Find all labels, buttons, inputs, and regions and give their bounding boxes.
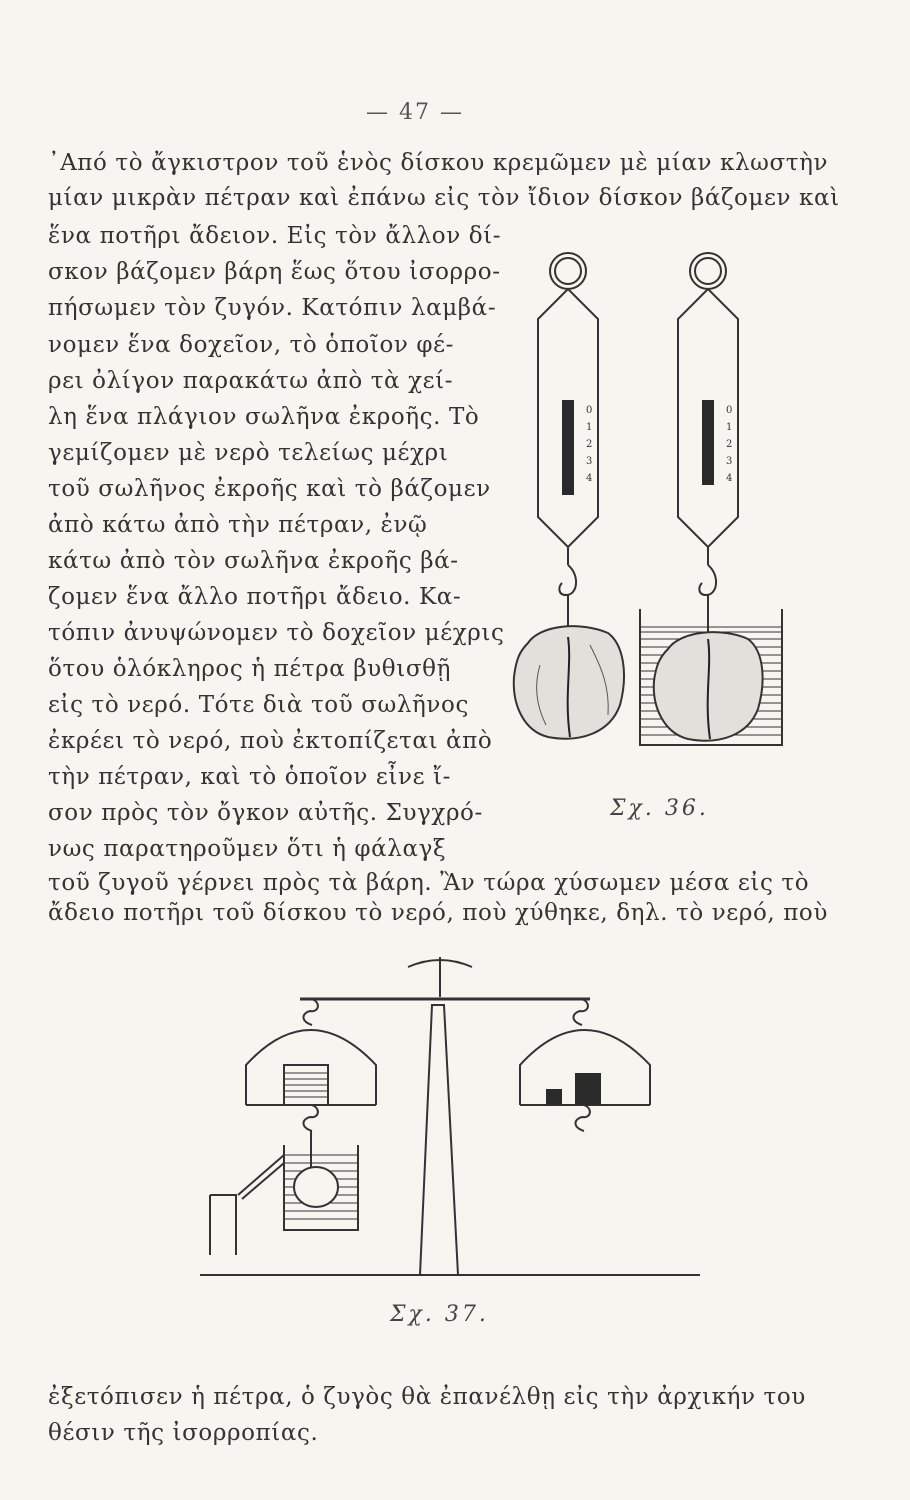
text-line: πήσωμεν τὸν ζυγόν. Κατόπιν λαμβά- — [48, 295, 497, 321]
text-line: ζομεν ἕνα ἄλλο ποτῆρι ἄδειο. Κα- — [48, 584, 462, 610]
scale-tick-label: 4 — [726, 473, 733, 484]
scale-tick-label: 3 — [726, 456, 733, 467]
figure-37-caption: Σχ. 37. — [390, 1302, 489, 1327]
scale-labels-left — [586, 402, 592, 487]
text-line: ἄδειο ποτῆρι τοῦ δίσκου τὸ νερό, ποὺ χύθηκε, δηλ. τὸ νερό, ποὺ — [48, 900, 828, 926]
scale-labels-right — [726, 402, 732, 487]
text-line: τοῦ ζυγοῦ γέρνει πρὸς τὰ βάρη. Ἂν τώρα χύσωμεν μέσα εἰς τὸ — [48, 870, 810, 896]
submerged-stone — [294, 1167, 338, 1207]
text-line: κάτω ἀπὸ τὸν σωλῆνα ἐκροῆς βά- — [48, 548, 459, 574]
scale-tick-label: 1 — [586, 422, 593, 433]
weight-small — [546, 1089, 562, 1105]
figure-37-balance — [180, 955, 720, 1285]
text-line: θέσιν τῆς ἰσορροπίας. — [48, 1420, 319, 1446]
scale-tick-label: 4 — [586, 473, 593, 484]
scale-tick-label: 2 — [726, 439, 733, 450]
scale-tick-label: 0 — [586, 405, 593, 416]
figure-36-caption: Σχ. 36. — [610, 796, 709, 821]
text-line: ἐξετόπισεν ἡ πέτρα, ὁ ζυγὸς θὰ ἐπανέλθῃ εἰς τὴν ἀρχικήν του — [48, 1384, 806, 1410]
text-line: τὴν πέτραν, καὶ τὸ ὁποῖον εἶνε ἴ- — [48, 764, 452, 790]
text-line: εἰς τὸ νερό. Τότε διὰ τοῦ σωλῆνος — [48, 692, 469, 718]
text-line: μίαν μικρὰν πέτραν καὶ ἐπάνω εἰς τὸν ἴδιον δίσκον βάζομεν καὶ — [48, 185, 840, 211]
weight-large — [575, 1073, 601, 1105]
scale-tick-label: 1 — [726, 422, 733, 433]
figure-36-spring-scales — [500, 245, 800, 765]
text-line: σον πρὸς τὸν ὄγκον αὐτῆς. Συγχρό- — [48, 800, 483, 826]
text-line: τόπιν ἀνυψώνομεν τὸ δοχεῖον μέχρις — [48, 620, 505, 646]
text-line: ᾿Από τὸ ἄγκιστρον τοῦ ἑνὸς δίσκου κρεμῶμεν μὲ μίαν κλωστὴν — [48, 150, 829, 176]
scale-tick-label: 0 — [726, 405, 733, 416]
page-number: — 47 — — [366, 100, 464, 125]
text-line: λη ἕνα πλάγιον σωλῆνα ἐκροῆς. Τὸ — [48, 404, 480, 430]
text-line: τοῦ σωλῆνος ἐκροῆς καὶ τὸ βάζομεν — [48, 476, 491, 502]
spring-scale-in-water — [640, 253, 782, 745]
spring-scale-in-air — [514, 253, 624, 739]
text-line: σκον βάζομεν βάρη ἕως ὅτου ἰσορρο- — [48, 259, 501, 285]
text-line: ρει ὀλίγον παρακάτω ἀπὸ τὰ χεί- — [48, 368, 454, 394]
text-line: νομεν ἕνα δοχεῖον, τὸ ὁποῖον φέ- — [48, 332, 455, 358]
text-line: ὅτου ὁλόκληρος ἡ πέτρα βυθισθῇ — [48, 656, 451, 682]
balance-pillar — [420, 1005, 458, 1275]
text-line: ἀπὸ κάτω ἀπὸ τὴν πέτραν, ἐνῷ — [48, 512, 428, 538]
text-line: νως παρατηροῦμεν ὅτι ἡ φάλαγξ — [48, 836, 447, 862]
text-line: ἐκρέει τὸ νερό, ποὺ ἐκτοπίζεται ἀπὸ — [48, 728, 493, 754]
left-pan — [246, 1030, 376, 1105]
text-line: ἕνα ποτῆρι ἄδειον. Εἰς τὸν ἄλλον δί- — [48, 223, 502, 249]
scale-tick-label: 2 — [586, 439, 593, 450]
text-line: γεμίζομεν μὲ νερὸ τελείως μέχρι — [48, 440, 449, 466]
scale-tick-label: 3 — [586, 456, 593, 467]
